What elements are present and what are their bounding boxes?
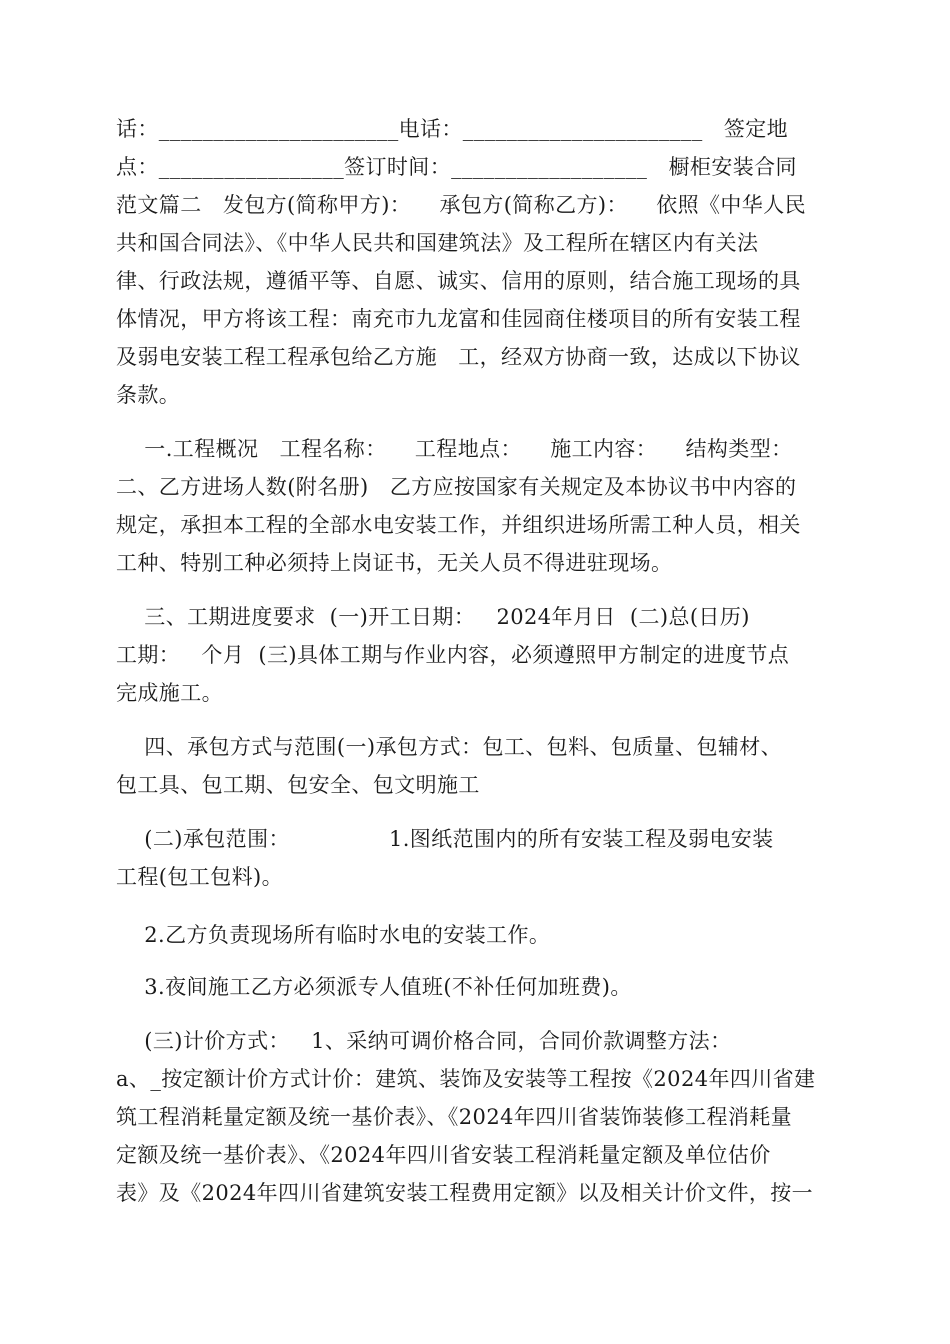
text-line: 范文篇二 发包方(简称甲方)： 承包方(简称乙方)： 依照《中华人民 (116, 193, 806, 217)
text-line: 二、乙方进场人数(附名册) 乙方应按国家有关规定及本协议书中内容的 (116, 475, 797, 499)
text-line: 四、承包方式与范围(一)承包方式：包工、包料、包质量、包辅材、 (116, 735, 783, 759)
text-line: 一.工程概况 工程名称： 工程地点： 施工内容： 结构类型： (116, 437, 793, 461)
text-line: (三)计价方式： 1、采纳可调价格合同，合同价款调整方法： (116, 1029, 732, 1053)
text-line: (二)承包范围： 1.图纸范围内的所有安装工程及弱电安装 (116, 827, 774, 851)
text-line: a、_按定额计价方式计价：建筑、装饰及安装等工程按《2024年四川省建 (116, 1067, 816, 1091)
text-line: 三、工期进度要求 (一)开工日期： 2024年月日 (二)总(日历) (116, 605, 750, 629)
text-line: 及弱电安装工程工程承包给乙方施 工，经双方协商一致，达成以下协议 (116, 345, 801, 369)
text-line: 点：_________________签订时间：__________________ 橱柜安装合同 (116, 155, 797, 179)
text-line: 筑工程消耗量定额及统一基价表》、《2024年四川省装饰装修工程消耗量 (116, 1105, 793, 1129)
text-line: 包工具、包工期、包安全、包文明施工 (116, 773, 480, 797)
text-line: 工期： 个月 (三)具体工期与作业内容，必须遵照甲方制定的进度节点 (116, 643, 790, 667)
text-line: 工种、特别工种必须持上岗证书，无关人员不得进驻现场。 (116, 551, 673, 575)
text-line: 定额及统一基价表》、《2024年四川省安装工程消耗量定额及单位估价 (116, 1143, 771, 1167)
text-line: 律、行政法规，遵循平等、自愿、诚实、信用的原则，结合施工现场的具 (116, 269, 801, 293)
text-line: 条款。 (116, 383, 181, 407)
text-line: 规定，承担本工程的全部水电安装工作，并组织进场所需工种人员，相关 (116, 513, 801, 537)
text-line: 工程(包工包料)。 (116, 865, 283, 889)
text-line: 话：______________________电话：______________________ 签定地 (116, 117, 789, 141)
text-line: 体情况，甲方将该工程：南充市九龙富和佳园商住楼项目的所有安装工程 (116, 307, 801, 331)
text-line: 表》及《2024年四川省建筑安装工程费用定额》以及相关计价文件，按一 (116, 1181, 814, 1205)
text-line: 共和国合同法》、《中华人民共和国建筑法》及工程所在辖区内有关法 (116, 231, 759, 255)
text-line: 3.夜间施工乙方必须派专人值班(不补任何加班费)。 (116, 975, 632, 999)
text-line: 完成施工。 (116, 681, 223, 705)
text-line: 2.乙方负责现场所有临时水电的安装工作。 (116, 923, 551, 947)
